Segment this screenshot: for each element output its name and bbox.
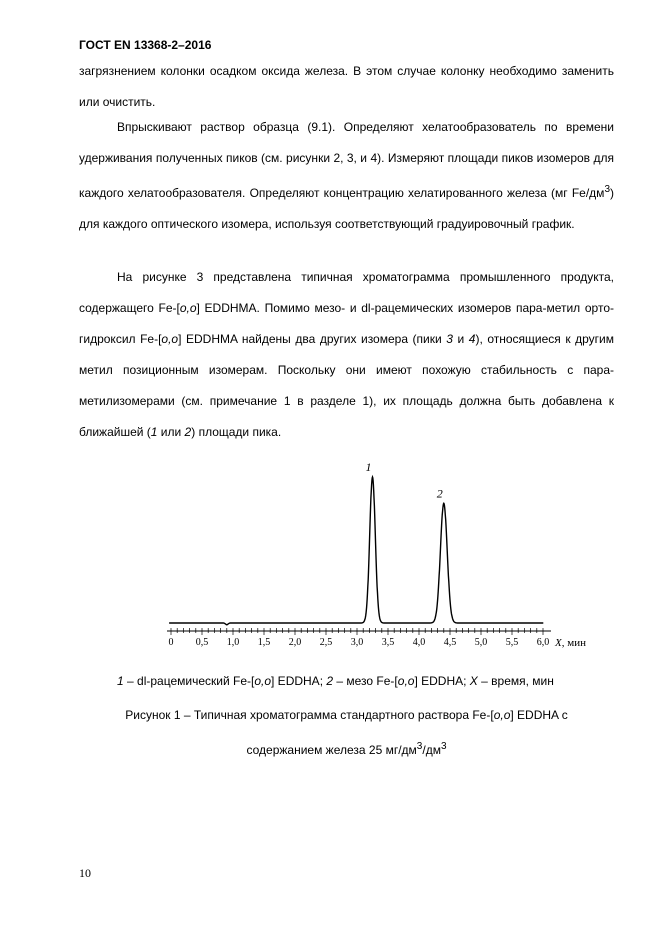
x-tick-label: 4,0 <box>412 637 426 648</box>
caption-line-1: Рисунок 1 – Типичная хроматограмма стандартного раствора Fe-[o,o] EDDHA с <box>125 708 568 722</box>
figure-legend: 1 – dl-рацемический Fe-[o,o] EDDHA; 2 – мезо Fe-[o,o] EDDHA; X – время, мин <box>117 674 554 688</box>
x-tick-label: 1,0 <box>226 637 240 648</box>
x-tick-label: 3,5 <box>381 637 395 648</box>
x-tick-label: 1,5 <box>257 637 271 648</box>
page-number: 10 <box>79 866 91 880</box>
x-tick-label: 2,5 <box>319 637 333 648</box>
x-tick-label: 0 <box>168 637 174 648</box>
document-header: ГОСТ EN 13368-2–2016 <box>79 38 212 52</box>
x-axis-label: X, мин <box>555 637 586 649</box>
peak-label: 2 <box>436 486 443 501</box>
caption-line-2: содержанием железа 25 $мг/дм^3/дм^3$ <box>246 741 447 757</box>
x-tick-label: 4,5 <box>443 637 457 648</box>
chromatogram-trace <box>169 477 543 625</box>
x-tick-label: 0,5 <box>195 637 209 648</box>
chromatogram-chart <box>0 452 661 662</box>
paragraph-3: На рисунке 3 представлена типичная хроматограмма промышленного продукта, содержащего Fe-[o,o] EDDHMA. Помимо мезо- и dl-рацемических изомеров пара-метил орто-гидроксил Fe-[o,o] EDDHMA найдены два других изомера (пики 3 и 4), относящиеся к другим метил позиционным изомерам. Поскольку они имеют похожую стабильность с пара-метилизомерами (см. примечание 1 в разделе 1), их площадь должна быть добавлена к ближайшей (1 или 2) площади пика. <box>79 270 615 439</box>
peak-label: 1 <box>365 460 372 474</box>
x-tick-label: 2,0 <box>288 637 302 648</box>
x-tick-label: 5,5 <box>505 637 519 648</box>
chromatogram-figure <box>0 452 661 662</box>
x-tick-label: 6,0 <box>536 637 550 648</box>
x-tick-label: 3,0 <box>350 637 364 648</box>
x-tick-label: 5,0 <box>474 637 488 648</box>
paragraph-2: Впрыскивают раствор образца (9.1). Определяют хелатообразователь по времени удерживания полученных пиков (см. рисунки 2, 3, и 4). Измеряют площади пиков изомеров для каждого хелатообразователя. Определяют концентрацию хелатированного железа (мг $Fe/дм^3$) для каждого оптического изомера, используя соответствующий градуировочный график. <box>79 120 614 231</box>
paragraph-1: загрязнением колонки осадком оксида железа. В этом случае колонку необходимо заменить или очистить. <box>79 64 614 109</box>
figure-caption <box>79 700 614 766</box>
